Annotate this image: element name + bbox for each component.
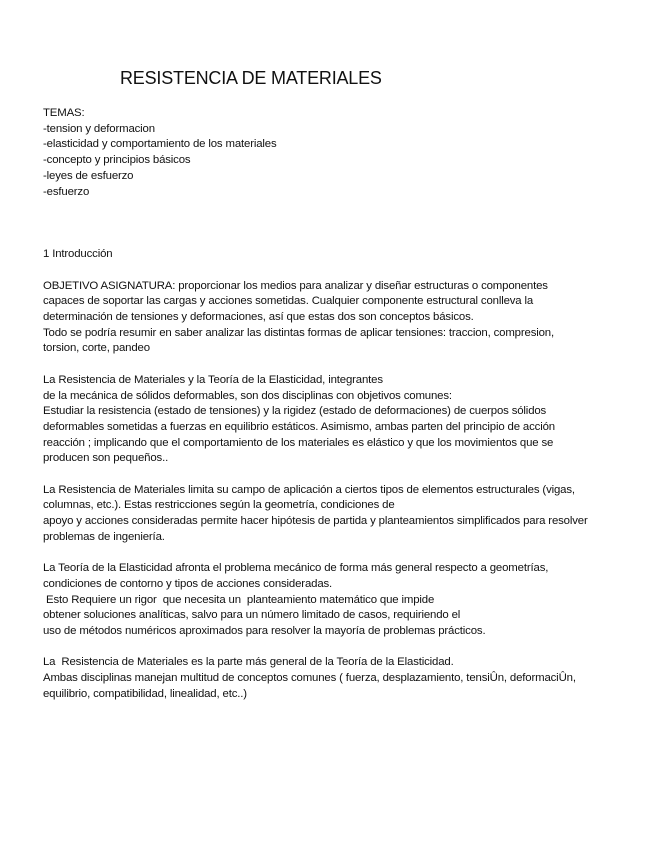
temas-item: -leyes de esfuerzo: [43, 169, 134, 182]
paragraph-line: torsion, corte, pandeo: [43, 342, 150, 355]
paragraph-line: uso de métodos numéricos aproximados para resolver la mayoría de problemas prácticos.: [43, 625, 486, 638]
paragraph-line: apoyo y acciones consideradas permite hacer hipótesis de partida y planteamientos simplificados para resolver: [43, 515, 588, 528]
spacer: [43, 263, 633, 279]
paragraph-line: Estudiar la resistencia (estado de tensiones) y la rigidez (estado de deformaciones) de cuerpos sólidos: [43, 405, 547, 418]
spacer: [43, 467, 633, 483]
paragraph-line: condiciones de contorno y tipos de acciones consideradas.: [43, 577, 333, 590]
paragraph-line: reacción ; implicando que el comportamiento de los materiales es elástico y que los movimientos que se: [43, 436, 554, 449]
paragraph-line: determinación de tensiones y deformaciones, así que estas dos son conceptos básicos.: [43, 311, 474, 324]
paragraph-teoria: [43, 373, 633, 467]
document-body: [43, 106, 633, 703]
paragraph-line: La Resistencia de Materiales limita su campo de aplicación a ciertos tipos de elementos estructurales (vigas,: [43, 483, 575, 496]
paragraph-line: capaces de soportar las cargas y acciones sometidas. Cualquier componente estructural conlleva la: [43, 295, 534, 308]
document-title: RESISTENCIA DE MATERIALES: [120, 68, 382, 88]
temas-heading: TEMAS:: [43, 107, 85, 119]
spacer: [43, 546, 633, 562]
temas-item: -tension y deformacion: [43, 122, 155, 135]
section-heading: 1 Introducción: [43, 248, 113, 261]
paragraph-line: obtener soluciones analíticas, salvo para un número limitado de casos, requiriendo el: [43, 609, 461, 622]
paragraph-line: deformables sometidas a fuerzas en equilibrio estáticos. Asimismo, ambas parten del principio de acción: [43, 420, 555, 433]
paragraph-line: columnas, etc.). Estas restricciones según la geometría, condiciones de: [43, 499, 395, 512]
paragraph-line: La Resistencia de Materiales es la parte más general de la Teoría de la Elasticidad.: [43, 656, 454, 669]
paragraph-line: Ambas disciplinas manejan multitud de conceptos comunes ( fuerza, desplazamiento, tensiÛn, deformaciÛn,: [43, 672, 576, 685]
spacer: [43, 200, 633, 247]
paragraph-objetivo: [43, 279, 633, 358]
temas-item: -elasticidad y comportamiento de los materiales: [43, 138, 277, 151]
paragraph-line: OBJETIVO ASIGNATURA: proporcionar los medios para analizar y diseñar estructuras o componentes: [43, 279, 548, 292]
temas-section: [43, 106, 633, 200]
temas-item: -esfuerzo: [43, 185, 90, 198]
paragraph-conclusion: [43, 655, 633, 702]
paragraph-elasticidad: [43, 561, 633, 640]
paragraph-line: problemas de ingeniería.: [43, 530, 165, 543]
paragraph-line: equilibrio, compatibilidad, linealidad, etc..): [43, 687, 247, 700]
paragraph-campo: [43, 483, 633, 546]
paragraph-line: Todo se podría resumir en saber analizar las distintas formas de aplicar tensiones: traccion, compresion,: [43, 326, 555, 339]
spacer: [43, 640, 633, 656]
paragraph-line: de la mecánica de sólidos deformables, son dos disciplinas con objetivos comunes:: [43, 389, 452, 402]
temas-item: -concepto y principios básicos: [43, 154, 191, 167]
paragraph-line: Esto Requiere un rigor que necesita un planteamiento matemático que impide: [43, 593, 435, 606]
spacer: [43, 357, 633, 373]
paragraph-line: La Teoría de la Elasticidad afronta el problema mecánico de forma más general respecto a geometrías,: [43, 562, 549, 575]
paragraph-line: producen son pequeños..: [43, 452, 169, 465]
paragraph-line: La Resistencia de Materiales y la Teoría de la Elasticidad, integrantes: [43, 373, 383, 386]
